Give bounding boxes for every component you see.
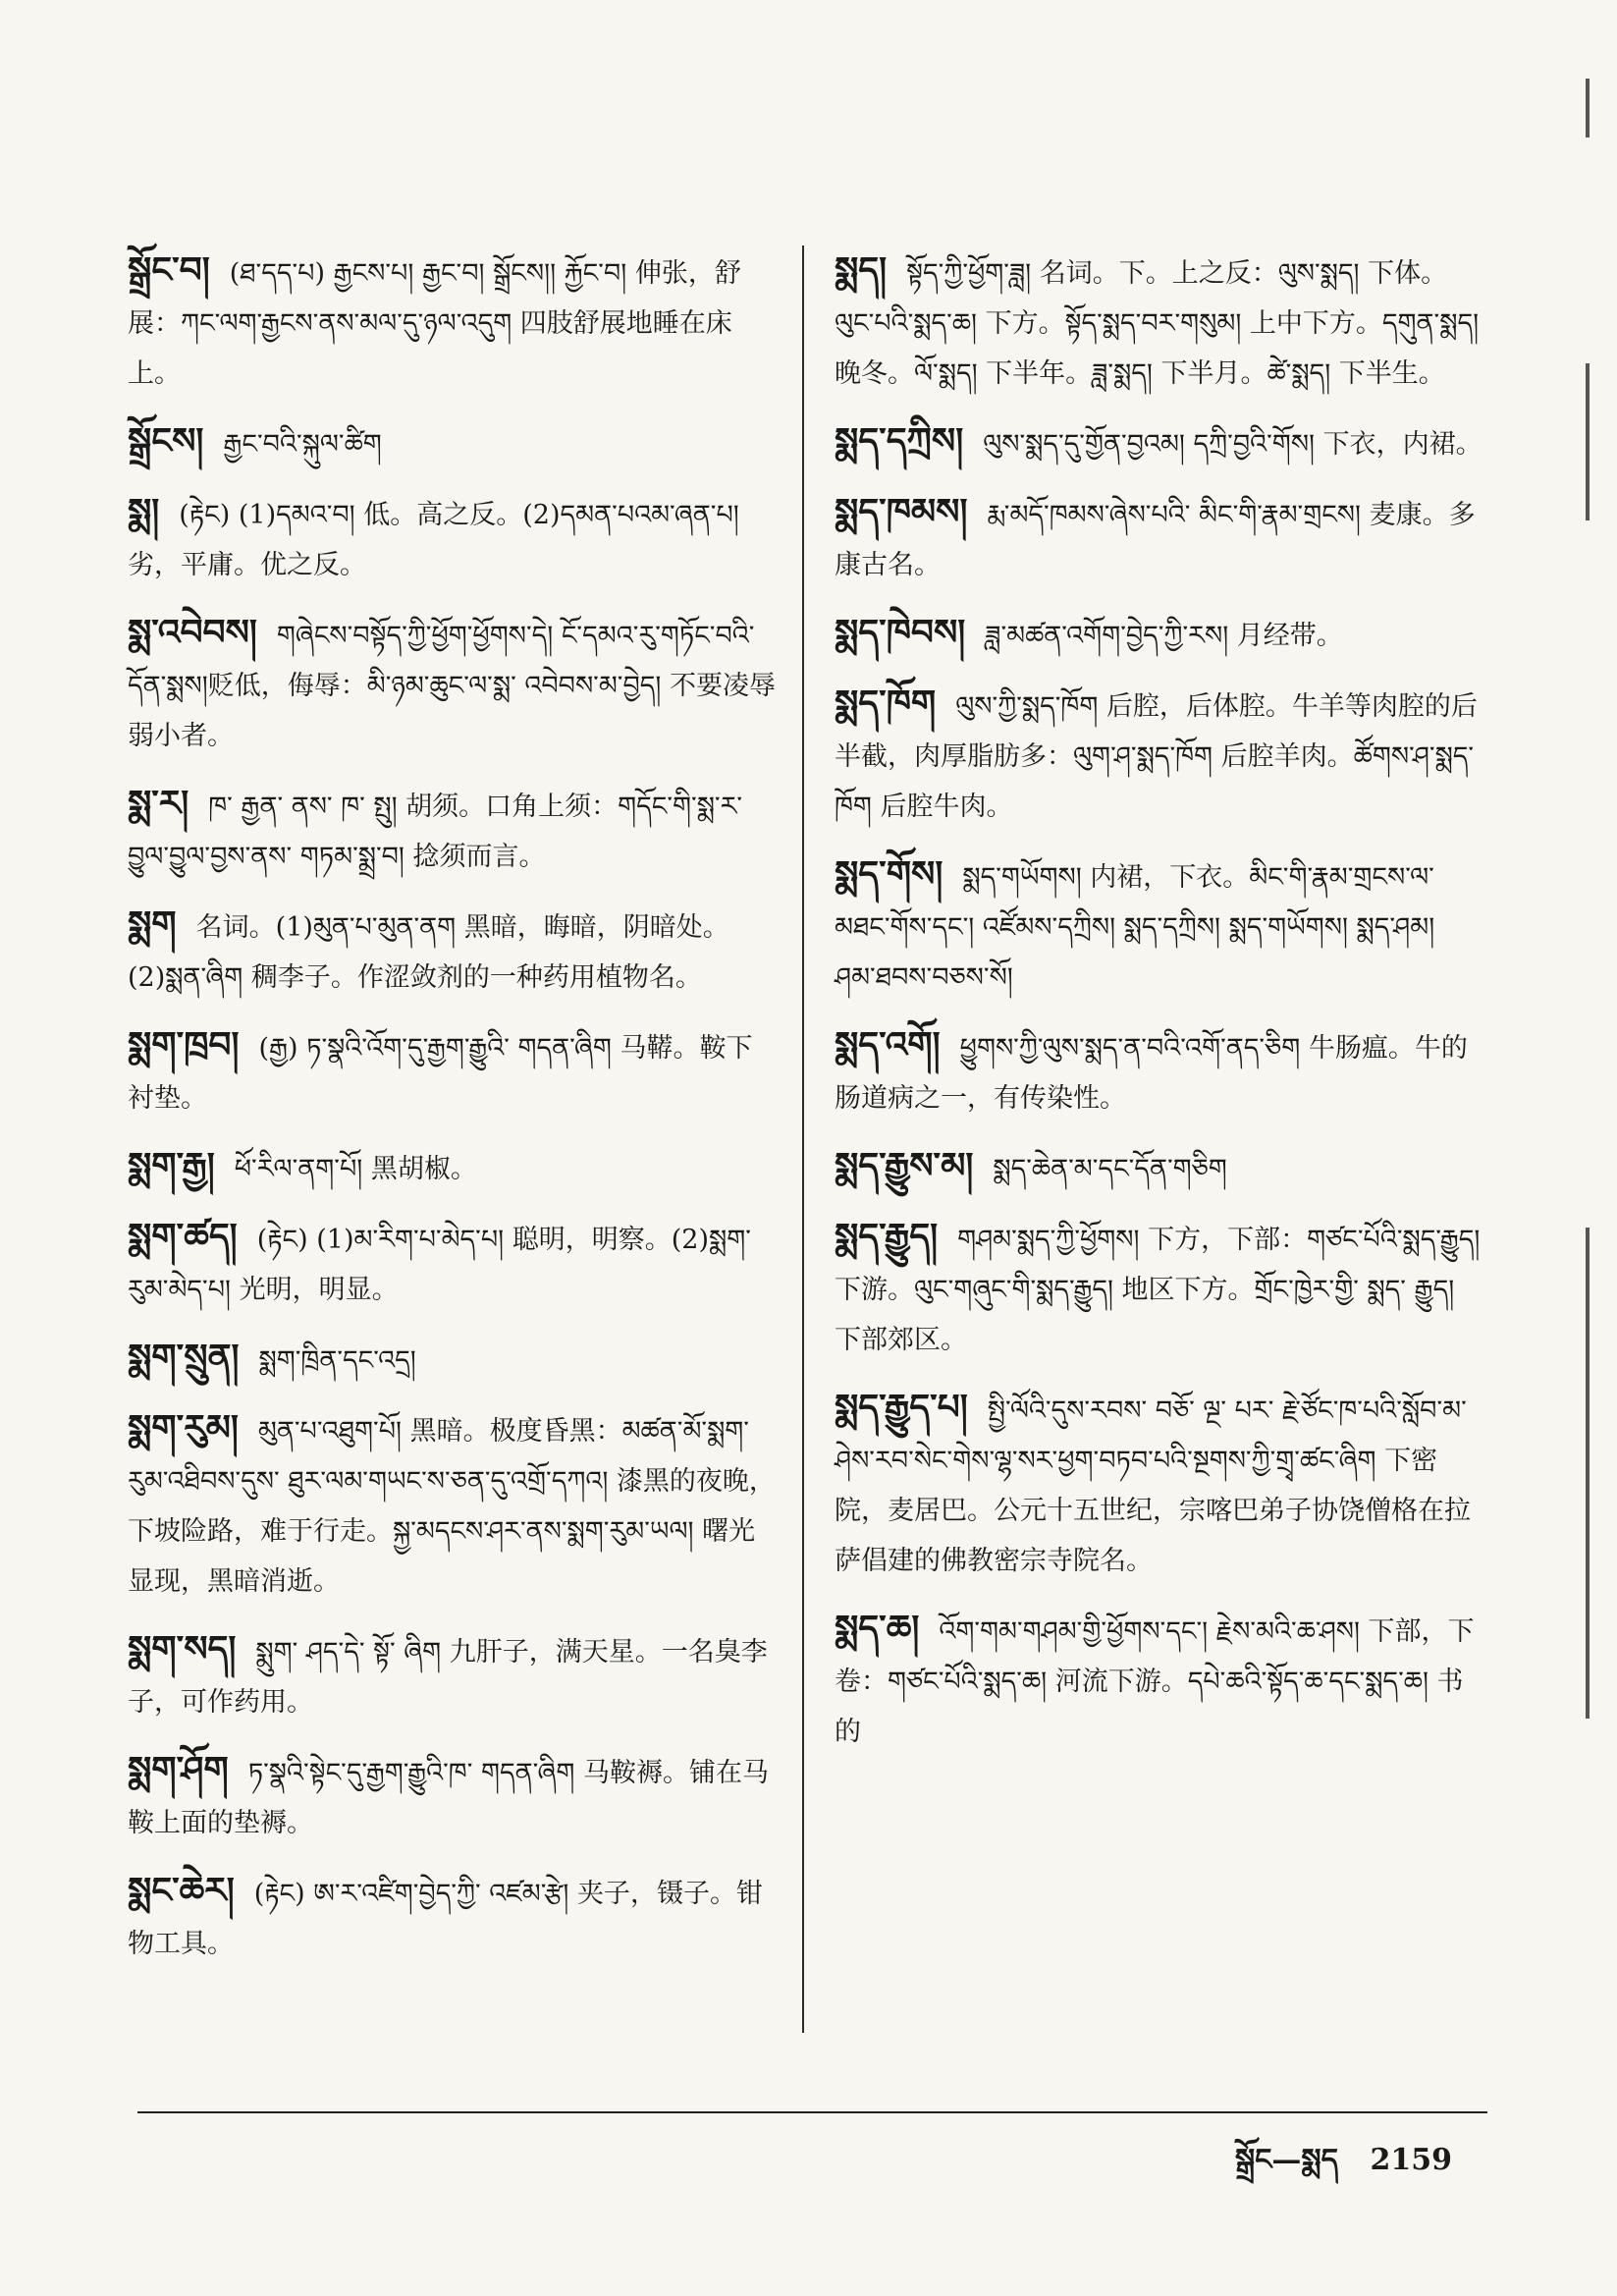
entry-headword: སྨག་རྒྱ།	[128, 1145, 215, 1186]
entry-definition: སྟོད་ཀྱི་ཕྱོག་ཟླ། 名词。下。上之反：ལུས་སྨད། 下体。ལུང་པའི་སྨད་ཆ། 下方。སྟོད་སྨད་བར་གསུམ། 上中下方。དགུན་སྨད། 晚冬。ལོ་སྨད། 下半年。ཟླ་སྨད། 下半月。ཚེ་སྨད། 下半生。	[835, 258, 1480, 389]
entry-definition: ཟླ་མཚན་འགོག་བྱེད་ཀྱི་རས། 月经带。	[985, 621, 1343, 651]
entry-definition: ལུས་སྨད་དུ་གྱོན་བྱའམ། དཀྲི་བྱའི་གོས། 下衣，内裙。	[983, 429, 1482, 460]
entry-headword: སྨ།	[128, 491, 160, 532]
entry-definition: སྤྱི་ལོའི་དུས་རབས་ བཅོ་ ལྔ་ པར་ རྗེ་ཙོང་ཁ་པའི་སློབ་མ་ཤེས་རབ་སེང་གེས་ལྷ་སར་ཕྱག་བཏབ་པའི་སྔགས་ཀྱི་གྲྭ་ཚང་ཞིག 下密院，麦居巴。公元十五世纪，宗喀巴弟子协饶僧格在拉萨倡建的佛教密宗寺院名。	[835, 1395, 1471, 1576]
entry-definition: སྨུག་ ཤད་དེ་ སྟོ་ ཞིག 九肝子，满天星。一名臭李子，可作药用。	[128, 1637, 768, 1718]
dictionary-entry	[835, 1212, 1482, 1365]
dictionary-entry	[128, 779, 776, 882]
column-divider	[802, 246, 804, 2033]
dictionary-entry	[835, 1604, 1482, 1757]
scan-edge-mark	[1586, 363, 1590, 520]
entry-definition: 名词。(1)མུན་པ་མུན་ནག 黑暗，晦暗，阴暗处。(2)སྨན་ཞིག 稠李子。作涩敛剂的一种药用植物名。	[128, 912, 729, 993]
entry-headword: སྒྲོང་བ།	[128, 249, 210, 291]
dictionary-entry	[128, 1745, 776, 1848]
entry-headword: སྨ་འབེབས།	[128, 612, 257, 653]
dictionary-entry	[128, 416, 776, 469]
footer-rule	[137, 2111, 1487, 2113]
dictionary-entry	[835, 487, 1482, 590]
dictionary-entry	[128, 487, 776, 590]
entry-definition: (རྟེང) (1)དམའ་བ། 低。高之反。(2)དམན་པའམ་ཞན་པ། 劣，平庸。优之反。	[128, 500, 739, 580]
entry-headword: སྨད་རྒྱུད་པ།	[835, 1387, 968, 1428]
entry-headword: སྨད་ཁམས།	[835, 491, 968, 532]
entry-definition: ཏ་སྣའི་སྟེང་དུ་རྒྱག་རྒྱུའི་ཁ་ གདན་ཞིག 马鞍褥。铺在马鞍上面的垫褥。	[128, 1758, 769, 1838]
entry-headword: སྨག་སད།	[128, 1628, 237, 1669]
dictionary-entry	[835, 1020, 1482, 1123]
scan-edge-mark	[1586, 79, 1590, 137]
entry-headword: སྨད་རྒྱུས་མ།	[835, 1145, 974, 1186]
dictionary-entry	[128, 1141, 776, 1194]
entry-headword: སྨད་གོས།	[835, 853, 943, 895]
dictionary-entry	[128, 1866, 776, 1969]
dictionary-entry	[835, 1141, 1482, 1194]
dictionary-entry	[835, 246, 1482, 399]
entry-definition: གཞེངས་བསྟོད་ཀྱི་ཕྱོག་ཕྱོགས་དེ། ངོ་དམའ་རུ་གཏོང་བའི་དོན་སྨས།贬低，侮辱：མི་ཉམ་ཆུང་ལ་སྨ་ འབེབས་མ་བྱེད། 不要凌辱弱小者。	[128, 621, 776, 751]
dictionary-entry	[835, 849, 1482, 1003]
entry-definition: སྨག་ཁྲིན་དང་འདྲ།	[258, 1345, 416, 1376]
entry-headword: སྨག་ཁྲབ།	[128, 1024, 240, 1066]
entry-definition: ཕྱུགས་ཀྱི་ལུས་སྨད་ན་བའི་འགོ་ནད་ཅིག 牛肠瘟。牛的肠道病之一，有传染性。	[835, 1033, 1468, 1114]
entry-headword: སྨང་ཆེར།	[128, 1870, 235, 1911]
entry-headword: སྨད་འགོ།	[835, 1024, 941, 1066]
left-column	[128, 246, 776, 1987]
dictionary-entry	[835, 608, 1482, 661]
entry-headword: སྨད་དཀྲིས།	[835, 420, 964, 462]
dictionary-entry	[128, 1624, 776, 1727]
dictionary-entry	[128, 1020, 776, 1123]
entry-headword: སྨག་ཤོག	[128, 1749, 229, 1790]
entry-definition: (རྒྱ) ཏ་སྣའི་འོག་དུ་རྒྱག་རྒྱུའི་ གདན་ཞིག 马鞯。鞍下衬垫。	[128, 1033, 753, 1114]
dictionary-entry	[835, 416, 1482, 469]
entry-definition: ལུས་ཀྱི་སྨད་ཁོག 后腔，后体腔。牛羊等肉腔的后半截，肉厚脂肪多：ལུག་ཤ་སྨད་ཁོག 后腔羊肉。ཚོགས་ཤ་སྨད་ཁོག 后腔牛肉。	[835, 691, 1478, 822]
dictionary-entry	[128, 1212, 776, 1315]
dictionary-entry	[835, 679, 1482, 832]
scan-edge-mark	[1586, 1228, 1590, 1719]
entry-definition: (ཐ་དད་པ) རྒྱངས་པ། རྒྱང་བ། སྒྲོངས།། རྐྱོང་བ། 伸张，舒展：ཀང་ལག་རྒྱངས་ནས་མལ་དུ་ཉལ་འདུག 四肢舒展地睡在床上。	[128, 258, 741, 389]
dictionary-entry	[128, 1403, 776, 1607]
entry-headword: སྨ་ར།	[128, 783, 189, 824]
entry-definition: མུན་པ་འཐུག་པོ། 黑暗。极度昏黑：མཚན་མོ་སྨག་རུམ་འཐིབས་དུས་ ཐུར་ལམ་གཡང་ས་ཅན་དུ་འགྲོ་དཀའ། 漆黑的夜晚，下坡险路，难于行走。སྐྱ་མདངས་ཤར་ནས་སྨག་རུམ་ཡལ། 曙光显现，黑暗消逝。	[128, 1416, 776, 1597]
page-footer	[1213, 2127, 1452, 2210]
dictionary-entry	[128, 246, 776, 399]
entry-definition: ཕོ་རིལ་ནག་པོ། 黑胡椒。	[234, 1154, 477, 1184]
entry-headword: སྨག་ཚད།	[128, 1216, 238, 1257]
entry-definition: རྨ་མདོ་ཁམས་ཞེས་པའི་ མིང་གི་རྣམ་གྲངས། 麦康。多康古名。	[835, 500, 1476, 580]
entry-definition: (རྟེང) (1)མ་རིག་པ་མེད་པ། 聪明，明察。(2)སྨག་རུམ་མེད་པ། 光明，明显。	[128, 1225, 751, 1305]
entry-headword: སྨག་སྲུན།	[128, 1337, 240, 1378]
dictionary-entry	[128, 1333, 776, 1386]
dictionary-entry	[128, 900, 776, 1003]
entry-definition: ཁ་ རྒྱན་ ནས་ ཁ་ སྤུ། 胡须。口角上须：གདོང་གི་སྨ་ར་བྱུལ་བྱུལ་བྱས་ནས་ གཏམ་སྨྲ་བ། 捻须而言。	[128, 792, 743, 872]
entry-headword: སྨད་རྒྱུད།	[835, 1216, 939, 1257]
page-number: 2159	[1370, 2143, 1452, 2177]
dictionary-entry	[128, 608, 776, 761]
right-column	[835, 246, 1482, 1775]
entry-headword: སྨད་ཁོག	[835, 683, 937, 724]
entry-definition: སྨད་ཆེན་མ་དང་དོན་གཅིག	[993, 1154, 1227, 1184]
entry-headword: སྨད་ཆ།	[835, 1608, 920, 1649]
entry-definition: གཤམ་སྨད་ཀྱི་ཕྱོགས། 下方，下部：གཙང་པོའི་སྨད་རྒྱུད། 下游。ལུང་གཞུང་གི་སྨད་རྒྱུད། 地区下方。གྲོང་ཁྱེར་གྱི་ སྨད་ རྒྱུད། 下部郊区。	[835, 1225, 1481, 1355]
entry-definition: (རྟེང) ཨ་ར་འཛིག་བྱེད་ཀྱི་ འཛམ་རྩེ། 夹子，镊子。钳物工具。	[128, 1879, 763, 1959]
entry-headword: སྨག་རུམ།	[128, 1407, 239, 1449]
entry-headword: སྨག	[128, 903, 177, 945]
entry-headword: སྨད།	[835, 249, 888, 291]
entry-definition: རྒྱང་བའི་སྐུལ་ཚིག	[223, 429, 382, 460]
entry-definition: འོག་གམ་གཤམ་གྱི་ཕྱོགས་དང་། རྗེས་མའི་ཆ་ཤས། 下部，下卷：གཙང་པོའི་སྨད་ཆ། 河流下游。དཔེ་ཆའི་སྟོད་ཆ་དང་སྨད་ཆ། 书的	[835, 1616, 1475, 1747]
footer-range: སྒྲོང—སྨད	[1234, 2143, 1339, 2177]
entry-definition: སྨད་གཡོགས། 内裙，下衣。མིང་གི་རྣམ་གྲངས་ལ་མཐང་གོས་དང་། འཛོམས་དཀྲིས། སྨད་དཀྲིས། སྨད་གཡོགས། སྨད་ཤམ། ཤམ་ཐབས་བཅས་སོ།	[835, 862, 1435, 993]
entry-headword: སྒྲོངས།	[128, 420, 204, 462]
dictionary-entry	[835, 1383, 1482, 1586]
entry-headword: སྨད་ཁེབས།	[835, 612, 966, 653]
